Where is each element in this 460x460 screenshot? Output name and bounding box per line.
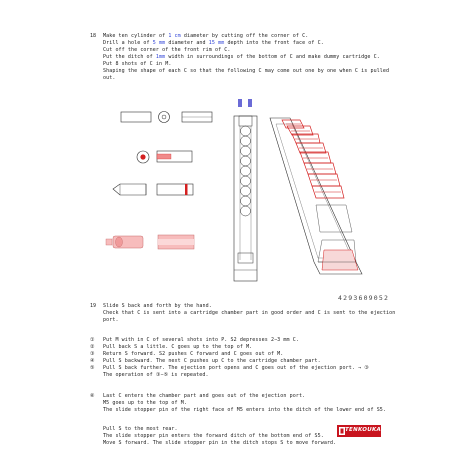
step-5-number: ⑤ [90, 365, 95, 371]
section-19-line-1: Slide S back and forth by the hand. [103, 303, 212, 309]
section-18-line-5: Put 8 shots of C in M. [103, 61, 172, 67]
dummy-cartridge-bullet [113, 184, 146, 195]
pink-cartridge-2 [158, 235, 194, 249]
section-18-line-3: Cut off the corner of the front rim of C. [103, 47, 231, 53]
step-4-text: Pull S backward. The next C pushes up C to the cartridge chamber part. [103, 358, 321, 364]
section-19-number: 19 [90, 303, 97, 309]
section-18-number: 18 [90, 33, 97, 39]
section-18-line-7: out. [103, 75, 116, 81]
final-line-2: The slide stopper pin enters the forward ditch of the bottom end of S5. [103, 433, 324, 439]
magazine-side-view [270, 118, 362, 274]
step-3-text: Return S forward. S2 pushes C forward and C goes out of M. [103, 351, 284, 357]
section-19-line-2: Check that C is sent into a cartridge chamber part in good order and C is sent to the ejection [103, 310, 396, 316]
step-6-line-3: The slide stopper pin of the right face of M5 enters into the ditch of the lower end of S5. [103, 407, 387, 413]
step-2-text: Pull back S a little. C goes up to the top of M. [103, 344, 253, 350]
step-2-number: ② [90, 344, 95, 350]
cartridge-front-view-1 [159, 112, 170, 123]
badge-text: TENKOUKAKU [345, 427, 391, 433]
figure-code: 4293609052 [338, 294, 390, 302]
dummy-cartridge-side [157, 184, 193, 195]
step-3-number: ③ [90, 351, 95, 357]
step-6-line-2: M5 goes up to the top of M. [103, 400, 187, 406]
magazine-front-view [234, 99, 257, 281]
section-18-line-6: Shaping the shape of each C so that the following C may come out one by one when C is pulled [103, 68, 390, 74]
final-line-3: Move S forward. The slide stopper pin in the ditch stops S to move forward. [103, 440, 337, 446]
step-repeat-note: The operation of ③∼⑤ is repeated. [103, 372, 209, 378]
cartridge-side-view-1 [121, 112, 151, 122]
cartridge-hole-front-view [137, 151, 149, 163]
step-1-text: Put M with in C of several shots into P. S2 depresses 2∼3 mm C. [103, 337, 299, 343]
cartridge-hole-side-view [157, 151, 192, 162]
step-4-number: ④ [90, 358, 95, 364]
section-19-line-3: port. [103, 317, 119, 323]
section-18-line-4: Put the ditch of 1mm width in surroundings of the bottom of C and make dummy cartridge C. [103, 54, 380, 60]
pink-cartridge-1 [106, 236, 143, 248]
step-6-number: ⑥ [90, 393, 95, 399]
cartridge-side-view-2 [182, 112, 212, 122]
section-18-line-1: Make ten cylinder of 1 cm diameter by cutting off the corner of C. [103, 33, 309, 39]
step-1-number: ① [90, 337, 95, 343]
step-6-line-1: Last C enters the chamber part and goes out of the ejection port. [103, 393, 306, 399]
step-5-text: Pull S back further. The ejection port opens and C goes out of the ejection port. → ③ [103, 365, 369, 371]
badge-label [337, 425, 391, 437]
section-18-line-2: Drill a hole of 5 mm diameter and 15 mm depth into the front face of C. [103, 40, 324, 46]
final-line-1: Pull S to the most rear. [103, 426, 178, 432]
